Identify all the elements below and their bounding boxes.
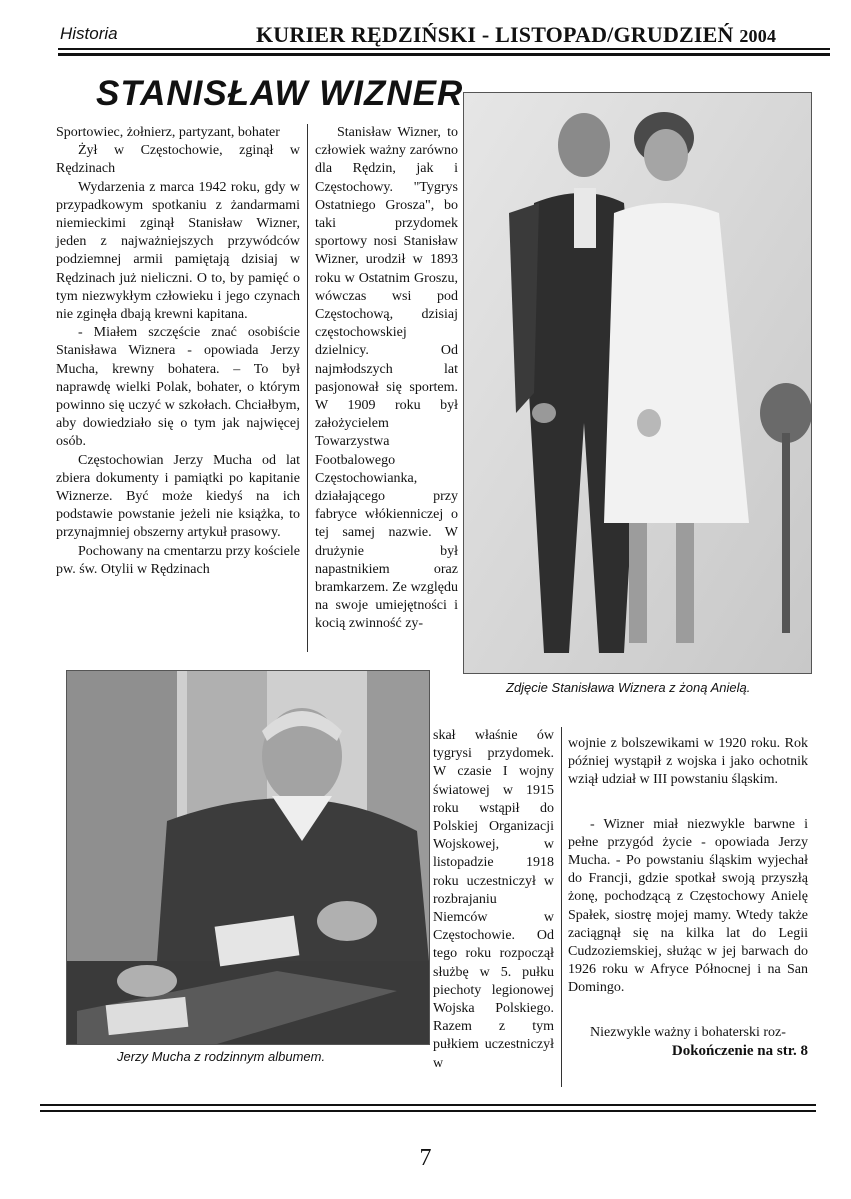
- header-rule-top: [58, 48, 830, 50]
- page-number: 7: [419, 1145, 432, 1171]
- album-photo: [66, 670, 430, 1045]
- paragraph: Żył w Częstochowie, zginął w Rędzinach: [56, 143, 300, 177]
- paragraph: - Miałem szczęście znać osobiście Stanisława Wiznera - opowiada Jerzy Mucha, krewny bohatera. – To był naprawdę wielki Polak, bohater, o którym powinno się uczyć w szkołach. Chciałbym, aby dowiedziało się o tym jak najwięcej osób.: [56, 325, 300, 450]
- continued-note: Dokończenie na str. 8: [671, 1042, 808, 1059]
- paragraph: Stanisław Wizner, to człowiek ważny zarówno dla Rędzin, jak i Częstochowy. "Tygrys Ostatniego Grosza", bo taki przydomek sportowy nosi Stanisław Wizner, urodził w 1893 roku w Ostatnim Groszu, wówczas wsi pod Częstochową, dzisiaj częstochowskiej dzielnicy. Od najmłodszych lat pasjonował się sportem. W 1909 roku był założycielem Towarzystwa Footbalowego Częstochowianka, działającego przy fabryce włókienniczej o tej samej nazwie. W drużynie był napastnikiem oraz bramkarzem. Ze względu na swoje umiejętności i kocią zwinność zy-: [315, 125, 458, 632]
- section-label: Historia: [60, 24, 118, 43]
- masthead-text: KURIER RĘDZIŃSKI - LISTOPAD/GRUDZIEŃ: [256, 22, 734, 47]
- paragraph: Wydarzenia z marca 1942 roku, gdy w przypadkowym spotkaniu z żandarmami niemieckimi zginął Stanisław Wizner, jeden z najważniejszych przywódców podziemnej armii pamiętają dzisiaj w Rędzinach już nieliczni. O to, by pamięć o tym niezwykłym człowieku i jego czynach nie zginęła dbają krewni kapitana.: [56, 179, 300, 323]
- paragraph: Pochowany na cmentarzu przy kościele pw. św. Otylii w Rędzinach: [56, 543, 300, 577]
- album-photo-caption: Jerzy Mucha z rodzinnym albumem.: [117, 1049, 326, 1064]
- paragraph: wojnie z bolszewikami w 1920 roku. Rok później wystąpił z wojska i jako ochotnik wziął udział w III powstaniu śląskim.: [568, 736, 808, 788]
- header-rule-bottom: [58, 53, 830, 56]
- couple-photo-caption: Zdjęcie Stanisława Wiznera z żoną Anielą.: [506, 680, 751, 695]
- masthead-year: 2004: [739, 26, 777, 46]
- paragraph: Niezwykle ważny i bohaterski roz-: [590, 1024, 786, 1040]
- footer-rule-top: [40, 1104, 816, 1106]
- article-column-2: [315, 124, 458, 634]
- column-divider: [561, 727, 562, 1087]
- paragraph: skał właśnie ów tygrysi przydomek. W czasie I wojny światowej w 1915 roku wstąpił do Polskiej Organizacji Wojskowej, w listopadzie 1918 roku uczestniczył w rozbrajaniu Niemców w Częstochowie. Od tego roku rozpoczął służbę w 5. pułku piechoty legionowej Wojska Polskiego. Razem z tym pułkiem uczestniczył w: [433, 728, 554, 1071]
- masthead: [256, 22, 776, 48]
- article-column-1: [56, 124, 300, 579]
- column-divider: [307, 124, 308, 652]
- paragraph: - Wizner miał niezwykle barwne i pełne przygód życie - opowiada Jerzy Mucha. - Po powstaniu śląskim wyjechał do Francji, gdzie spotkał swoją przyszłą żonę, pochodzącą z Częstochowy Anielę Spałek, siostrę mojej mamy. Wtedy także zaciągnął się na kilka lat do Legii Cudzoziemskiej, służąc w jej barwach do 1926 roku w Afryce Północnej i na San Domingo.: [568, 816, 808, 996]
- subtitle-line: Sportowiec, żołnierz, partyzant, bohater: [56, 125, 280, 140]
- article-title: STANISŁAW WIZNER: [96, 74, 464, 113]
- footer-rule-bottom: [40, 1110, 816, 1112]
- article-column-3: [433, 727, 554, 1073]
- paragraph: Częstochowian Jerzy Mucha od lat zbiera dokumenty i pamiątki po kapitanie Wiznerze. Być może kiedyś na ich podstawie powstanie jeżeli nie książka, to przynajmniej obszerny artykuł prasowy.: [56, 452, 300, 541]
- article-column-4: [568, 735, 808, 1060]
- couple-photo: [463, 92, 812, 674]
